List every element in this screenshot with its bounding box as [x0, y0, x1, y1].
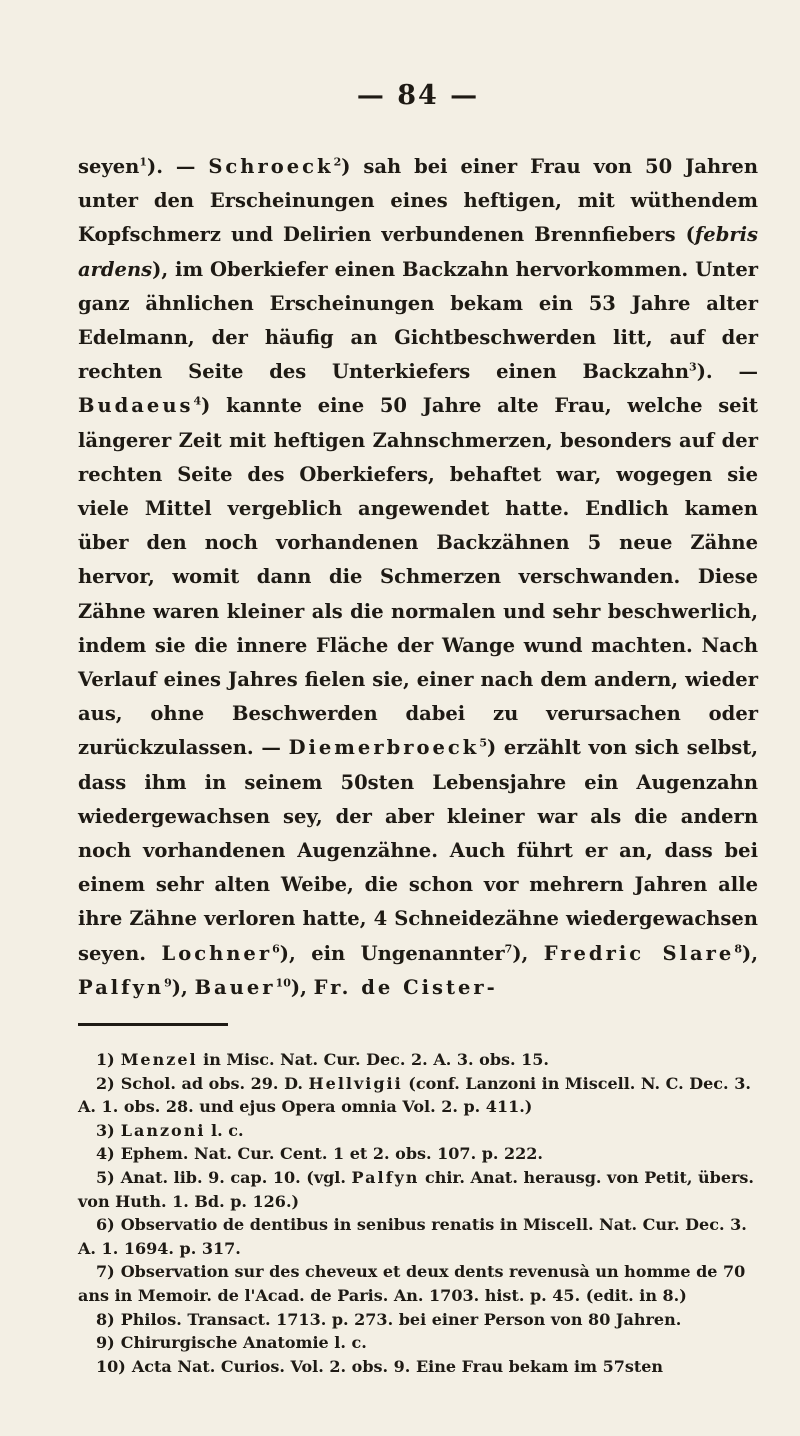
footnote-9: 9) Chirurgische Anatomie l. c. [96, 1333, 367, 1353]
footnote-ref: 2 [333, 155, 342, 169]
footnote-3: 3) Lanzoni l. c. [96, 1120, 244, 1140]
footnotes [78, 1048, 758, 1378]
author-name: Diemerbroeck [288, 736, 480, 760]
footnote-rule [78, 1023, 228, 1026]
text-run: ), im Oberkiefer einen Backzahn hervorkommen. Unter ganz ähnlichen Erscheinungen bekam ein 53 Jahre alter Edelmann, der häufig an Gichtbeschwerden litt, auf der rechten Seite des Unterkiefers einen Backzahn [78, 257, 758, 384]
footnote-ref: 8 [734, 942, 742, 956]
footnote-7: 7) Observation sur des cheveux et deux dents revenusà un homme de 70 ans in Memoir. de l'Acad. de Paris. An. 1703. hist. p. 45. (edit. in 8.) [78, 1262, 746, 1306]
text-run: ), [512, 941, 544, 965]
main-paragraph [78, 150, 758, 1005]
text-run: ), [171, 975, 195, 999]
footnote-ref: 6 [272, 942, 280, 956]
footnote-4: 4) Ephem. Nat. Cur. Cent. 1 et 2. obs. 107. p. 222. [96, 1144, 543, 1164]
footnote-5: 5) Anat. lib. 9. cap. 10. (vgl. Palfyn chir. Anat. herausg. von Petit, übers. von Huth. 1. Bd. p. 126.) [78, 1168, 754, 1211]
footnote-ref: 7 [504, 942, 513, 956]
text-run: ), [741, 941, 758, 965]
text-run: ), [290, 975, 314, 999]
author-name: Budaeus [78, 394, 194, 418]
text-run: seyen [78, 155, 140, 178]
author-name: Palfyn [78, 975, 165, 999]
text-run: ) erzählt von sich selbst, dass ihm in seinem 50sten Lebensjahre ein Augenzahn wiedergewachsen sey, der aber kleiner war als die andern noch vorhandenen Augenzähne. Auch führt er an, dass bei einem sehr alten Weibe, die schon vor mehrern Jahren alle ihre Zähne verloren hatte, 4 Schneidezähne wiedergewachsen seyen. [78, 736, 759, 965]
footnote-1: 1) Menzel in Misc. Nat. Cur. Dec. 2. A. 3. obs. 15. [96, 1050, 549, 1070]
text-run: ) kannte eine 50 Jahre alte Frau, welche seit längerer Zeit mit heftigen Zahnschmerzen, besonders auf der rechten Seite des Oberkiefers, behaftet war, wogegen sie viele Mittel vergeblich angewendet hatte. Endlich kamen über den noch vorhandenen Backzähnen 5 neue Zähne hervor, womit dann die Schmerzen verschwanden. Diese Zähne waren kleiner als die normalen und sehr beschwerlich, indem sie die innere Fläche der Wange wund machten. Nach Verlauf eines Jahres fielen sie, einer nach dem andern, wieder aus, ohne Beschwerden dabei zu verursachen oder zurückzulassen. — [78, 394, 758, 760]
latin-term: febris ardens [78, 223, 758, 281]
footnote-ref: 1 [139, 155, 147, 169]
author-name: Fr. de Cister- [313, 975, 498, 999]
footnote-ref: 4 [193, 394, 202, 408]
text-run: ), ein Ungenannter [279, 941, 505, 965]
author-name: Fredric Slare [543, 941, 735, 965]
page [78, 0, 758, 1378]
footnote-ref: 9 [164, 976, 172, 990]
text-run: ) sah bei einer Frau von 50 Jahren unter den Erscheinungen eines heftigen, mit wüthendem Kopfschmerz und Delirien verbundenen Brennfiebers ( [78, 155, 758, 247]
footnote-2: 2) Schol. ad obs. 29. D. Hellvigii (conf. Lanzoni in Miscell. N. C. Dec. 3. A. 1. obs. 28. und ejus Opera omnia Vol. 2. p. 411.) [78, 1073, 751, 1117]
footnote-ref: 5 [479, 736, 487, 750]
footnote-ref: 10 [275, 976, 291, 990]
footnote-6: 6) Observatio de dentibus in senibus renatis in Miscell. Nat. Cur. Dec. 3. A. 1. 1694. p. 317. [78, 1215, 747, 1258]
footnote-10: 10) Acta Nat. Curios. Vol. 2. obs. 9. Eine Frau bekam im 57sten [96, 1356, 664, 1376]
author-name: Lochner [161, 941, 273, 965]
author-name: Bauer [194, 975, 276, 999]
text-run: ). — [696, 360, 758, 384]
author-name: Schroeck [208, 155, 334, 178]
text-run: ). — [146, 155, 209, 178]
footnote-8: 8) Philos. Transact. 1713. p. 273. bei einer Person von 80 Jahren. [96, 1309, 682, 1329]
footnote-ref: 3 [689, 360, 697, 374]
page-number: — 84 — [356, 80, 480, 111]
